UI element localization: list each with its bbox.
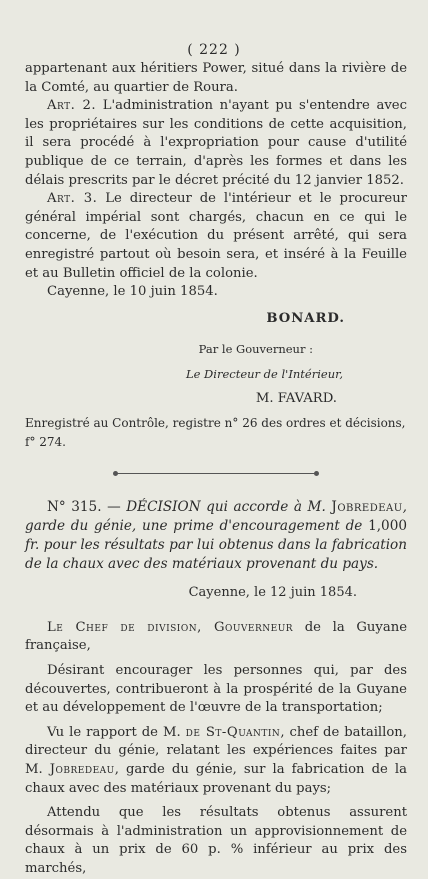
date-line-1: Cayenne, le 10 juin 1854. xyxy=(47,284,218,300)
vu-text-a: Vu le rapport de M. xyxy=(47,724,186,740)
chef-line xyxy=(25,619,407,656)
date-line-2: Cayenne, le 12 juin 1854. xyxy=(188,585,357,601)
decision-heading xyxy=(25,498,407,574)
article-3-text: Le directeur de l'intérieur et le procureur général impérial sont chargés, chacun en ce qui le concerne, de l'exécution du présent arrêté, qui sera enregistré partout où besoin sera, et inséré à la Feuille et au Bulletin officiel de la colonie. xyxy=(25,191,407,281)
article-2 xyxy=(25,97,407,190)
decision-title-b: , garde du génie, une prime d'encouragement de xyxy=(25,499,407,535)
page-number: ( 222 ) xyxy=(187,42,241,58)
page-body xyxy=(25,60,407,879)
decision-title-c: fr. pour les résultats par lui obtenus dans la fabrication de la chaux avec des matériaux provenant du pays. xyxy=(25,537,407,573)
article-3-label: Art. 3. xyxy=(47,191,98,207)
vu-text-c: , garde du génie, sur la fabrication de la chaux avec des matériaux provenant du pays; xyxy=(25,762,407,796)
directeur-title: Le Directeur de l'Intérieur, xyxy=(185,366,343,381)
vu-name-quantin: de St-Quantin xyxy=(185,724,281,740)
signature-favard: M. FAVARD. xyxy=(255,390,337,406)
paragraph-continuation: appartenant aux héritiers Power, situé dans la rivière de la Comté, au quartier de Roura. xyxy=(25,61,407,95)
decision-amount: 1,000 xyxy=(368,518,407,535)
article-2-label: Art. 2. xyxy=(47,98,97,114)
chef-title: Le Chef de division, Gouverneur xyxy=(47,619,294,635)
decision-title-a: DÉCISION qui accorde à M. xyxy=(126,499,332,516)
decision-name: Jobredeau xyxy=(331,499,403,516)
desirant-paragraph: Désirant encourager les personnes qui, par des découvertes, contribueront à la prospérité de la Guyane et au développement de l'œuvre de la transportation; xyxy=(25,663,407,716)
chef-rest: de la Guyane française, xyxy=(25,619,407,654)
signature-bonard: BONARD. xyxy=(266,310,345,326)
decision-number: N° 315. — xyxy=(47,499,127,516)
attendu-paragraph: Attendu que les résultats obtenus assurent désormais à l'administration un approvisionnement de chaux à un prix de 60 p. % inférieur au prix des marchés, xyxy=(25,805,407,876)
section-divider xyxy=(116,473,316,474)
article-2-text: L'administration n'ayant pu s'entendre avec les propriétaires sur les conditions de cette acquisition, il sera procédé à l'expropriation pour cause d'utilité publique de ce terrain, d'après les formes et dans les délais prescrits par le décret précité du 12 janvier 1852. xyxy=(25,98,407,188)
vu-text-b: , chef de bataillon, directeur du génie, relatant les expériences faites par M. xyxy=(25,724,407,778)
vu-name-jobredeau: Jobredeau xyxy=(49,762,115,778)
article-3 xyxy=(25,190,407,283)
enregistrement-note: Enregistré au Contrôle, registre n° 26 des ordres et décisions, f° 274. xyxy=(25,416,406,449)
par-le-gouverneur: Par le Gouverneur : xyxy=(198,342,313,357)
vu-paragraph xyxy=(25,724,407,798)
